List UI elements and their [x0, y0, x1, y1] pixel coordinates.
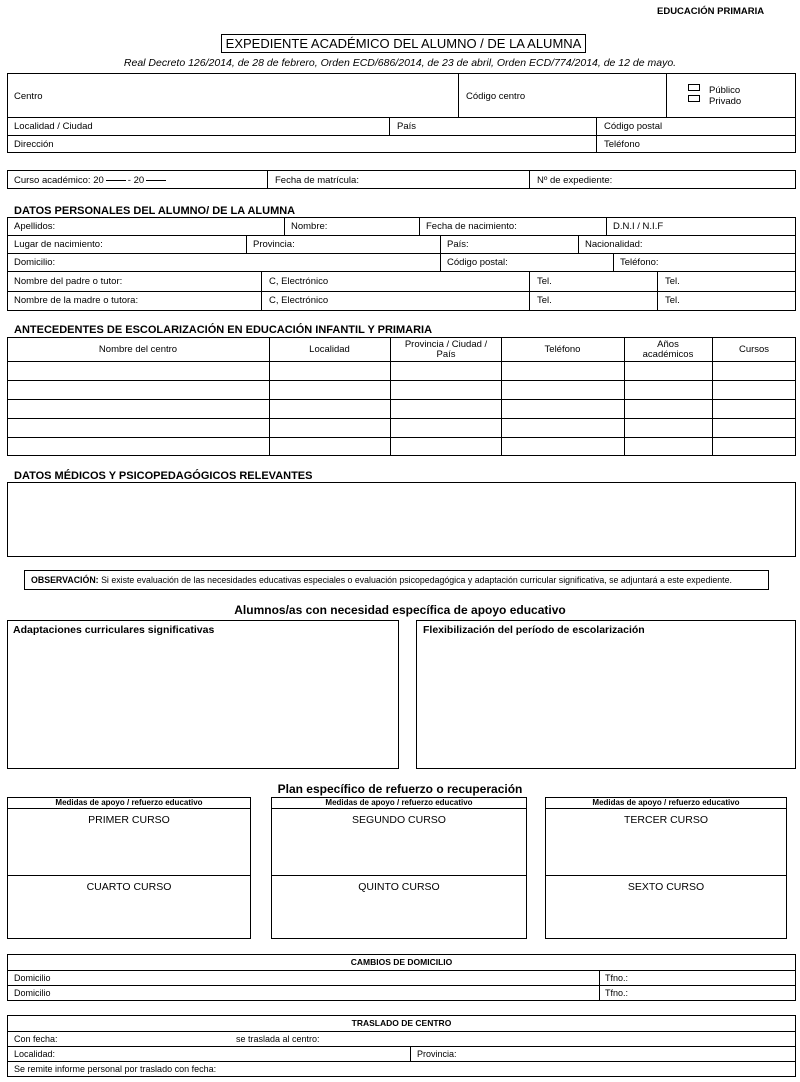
padre-email-label: C, Electrónico	[269, 276, 329, 287]
apoyo-title: Alumnos/as con necesidad específica de apoyo educativo	[234, 603, 566, 617]
fecha-matricula-label: Fecha de matrícula:	[275, 175, 359, 186]
page-title: EXPEDIENTE ACADÉMICO DEL ALUMNO / DE LA ALUMNA	[225, 36, 582, 51]
col-provincia: Provincia / Ciudad / País	[404, 339, 488, 361]
pais-nacimiento-label: País:	[447, 239, 469, 250]
con-fecha-label: Con fecha:	[14, 1034, 58, 1044]
flexibilizacion-label: Flexibilización del período de escolarización	[423, 624, 645, 636]
curso-academico: Curso académico: 20 - 20	[14, 176, 168, 186]
padre-tel2-label: Tel.	[665, 276, 680, 287]
publico-checkbox[interactable]	[688, 84, 700, 91]
adaptaciones-label: Adaptaciones curriculares significativas	[13, 624, 215, 636]
madre-email-label: C, Electrónico	[269, 295, 329, 306]
informe-label: Se remite informe personal por traslado con fecha:	[14, 1064, 217, 1074]
privado-label: Privado	[709, 96, 742, 107]
medidas-header-1: Medidas de apoyo / refuerzo educativo	[55, 798, 203, 807]
col-anos: Años académicos	[642, 339, 694, 361]
telefono-label: Teléfono	[604, 139, 640, 150]
tfno-1-label: Tfno.:	[605, 973, 629, 983]
col-localidad: Localidad	[309, 344, 350, 355]
expediente-label: Nº de expediente:	[537, 175, 613, 186]
quinto-curso: QUINTO CURSO	[358, 881, 440, 893]
domicilio-label: Domicilio:	[14, 257, 56, 268]
madre-label: Nombre de la madre o tutora:	[14, 295, 139, 306]
segundo-curso: SEGUNDO CURSO	[352, 814, 446, 826]
col-telefono: Teléfono	[544, 344, 581, 355]
domicilio-2-label: Domicilio	[14, 988, 51, 998]
centro-label: Centro	[14, 91, 43, 102]
codigo-postal-label: Código postal	[604, 121, 663, 132]
provincia-label: Provincia:	[253, 239, 295, 250]
padre-label: Nombre del padre o tutor:	[14, 276, 123, 287]
medicos-box[interactable]	[7, 482, 796, 557]
centro-block	[7, 73, 796, 153]
traslado-provincia-label: Provincia:	[417, 1049, 457, 1059]
nacionalidad-label: Nacionalidad:	[585, 239, 643, 250]
cp-personal-label: Código postal:	[447, 257, 508, 268]
decree-reference: Real Decreto 126/2014, de 28 de febrero, Orden ECD/686/2014, de 23 de abril, Orden ECD/774/2014, de 12 de mayo.	[123, 57, 677, 69]
primer-curso: PRIMER CURSO	[88, 814, 170, 826]
adaptaciones-box[interactable]	[7, 620, 399, 769]
padre-tel1-label: Tel.	[537, 276, 552, 287]
pais-label: País	[397, 121, 417, 132]
telefono-personal-label: Teléfono:	[620, 257, 659, 268]
cambios-title: CAMBIOS DE DOMICILIO	[350, 957, 453, 967]
traslado-localidad-label: Localidad:	[14, 1049, 56, 1059]
dni-label: D.N.I / N.I.F	[613, 221, 664, 232]
personales-title: DATOS PERSONALES DEL ALUMNO/ DE LA ALUMNA	[14, 205, 296, 217]
apellidos-label: Apellidos:	[14, 221, 56, 232]
plan-title: Plan específico de refuerzo o recuperación	[277, 782, 523, 796]
col-nombre-centro: Nombre del centro	[98, 344, 178, 355]
direccion-label: Dirección	[14, 139, 54, 150]
col-cursos: Cursos	[738, 344, 770, 355]
localidad-label: Localidad / Ciudad	[14, 121, 93, 132]
domicilio-1-label: Domicilio	[14, 973, 51, 983]
codigo-centro-label: Código centro	[466, 91, 526, 102]
madre-tel2-label: Tel.	[665, 295, 680, 306]
cuarto-curso: CUARTO CURSO	[86, 881, 172, 893]
tfno-2-label: Tfno.:	[605, 988, 629, 998]
medidas-header-3: Medidas de apoyo / refuerzo educativo	[592, 798, 740, 807]
se-traslada-label: se traslada al centro:	[236, 1034, 320, 1044]
lugar-nacimiento-label: Lugar de nacimiento:	[14, 239, 103, 250]
tercer-curso: TERCER CURSO	[623, 814, 708, 826]
privado-checkbox[interactable]	[688, 95, 700, 102]
medicos-title: DATOS MÉDICOS Y PSICOPEDAGÓGICOS RELEVANTES	[14, 470, 313, 482]
medidas-header-2: Medidas de apoyo / refuerzo educativo	[325, 798, 473, 807]
observacion-text: OBSERVACIÓN: Si existe evaluación de las necesidades educativas especiales o evaluación psicopedagógica y adaptación curricular significativa, se adjuntará a este expediente.	[31, 575, 732, 585]
madre-tel1-label: Tel.	[537, 295, 552, 306]
flexibilizacion-box[interactable]	[416, 620, 796, 769]
traslado-title: TRASLADO DE CENTRO	[351, 1018, 452, 1028]
publico-label: Público	[709, 85, 741, 96]
sexto-curso: SEXTO CURSO	[627, 881, 705, 893]
fecha-nacimiento-label: Fecha de nacimiento:	[426, 221, 517, 232]
antecedentes-title: ANTECEDENTES DE ESCOLARIZACIÓN EN EDUCACIÓN INFANTIL Y PRIMARIA	[14, 324, 433, 336]
education-level: EDUCACIÓN PRIMARIA	[657, 6, 765, 17]
nombre-label: Nombre:	[291, 221, 328, 232]
